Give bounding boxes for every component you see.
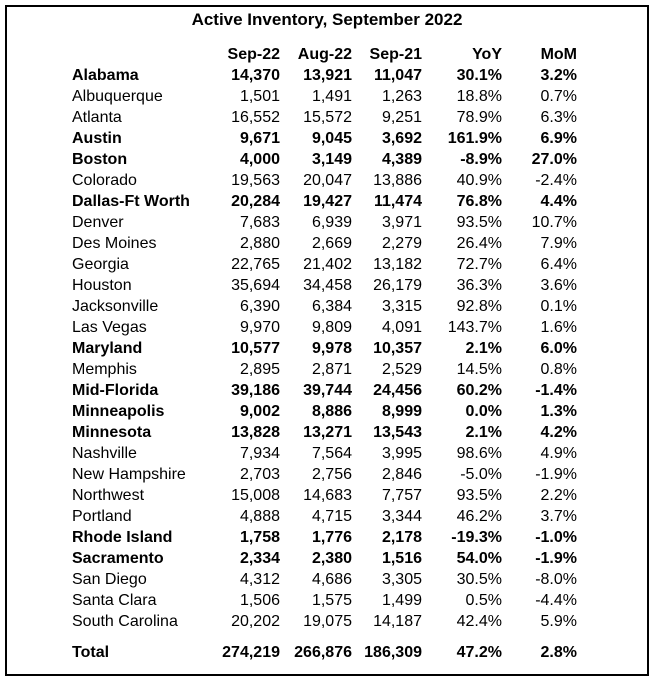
region-name: Atlanta: [72, 109, 122, 126]
value-aug22: 1,491: [311, 88, 352, 105]
value-mom: 5.9%: [540, 613, 577, 630]
value-sep21: 8,999: [381, 403, 422, 420]
table-row: [68, 149, 577, 170]
value-sep22: 4,000: [239, 151, 280, 168]
table-row: [68, 233, 577, 254]
total-label: Total: [72, 644, 110, 661]
header-mom: MoM: [540, 46, 577, 63]
table-row: [68, 443, 577, 464]
total-sep21: 186,309: [364, 644, 422, 661]
value-mom: 6.3%: [540, 109, 577, 126]
value-aug22: 2,871: [311, 361, 352, 378]
region-name: Dallas-Ft Worth: [72, 193, 190, 210]
value-aug22: 1,776: [311, 529, 352, 546]
value-mom: 4.4%: [540, 193, 577, 210]
region-name: Des Moines: [72, 235, 157, 252]
value-aug22: 6,939: [311, 214, 352, 231]
value-yoy: 161.9%: [447, 130, 502, 147]
value-yoy: 72.7%: [456, 256, 502, 273]
value-aug22: 20,047: [303, 172, 352, 189]
table-row: [68, 359, 577, 380]
table-row: [68, 401, 577, 422]
table-row: [68, 338, 577, 359]
header-region: [68, 44, 212, 65]
value-sep22: 6,390: [239, 298, 280, 315]
value-yoy: 54.0%: [456, 550, 502, 567]
value-mom: -2.4%: [535, 172, 577, 189]
table-row: [68, 380, 577, 401]
table-row: [68, 275, 577, 296]
region-name: Portland: [72, 508, 132, 525]
value-yoy: 42.4%: [456, 613, 502, 630]
header-aug22: Aug-22: [297, 46, 352, 63]
value-aug22: 13,271: [303, 424, 352, 441]
value-yoy: 40.9%: [456, 172, 502, 189]
value-sep22: 2,703: [239, 466, 280, 483]
value-sep21: 3,692: [381, 130, 422, 147]
region-name: Minneapolis: [72, 403, 165, 420]
value-yoy: 30.5%: [456, 571, 502, 588]
value-sep22: 2,880: [239, 235, 280, 252]
value-mom: 6.4%: [540, 256, 577, 273]
table-row: [68, 611, 577, 632]
value-aug22: 8,886: [311, 403, 352, 420]
total-mom: 2.8%: [540, 644, 577, 661]
total-row: [68, 632, 577, 663]
value-sep22: 9,671: [239, 130, 280, 147]
region-name: Georgia: [72, 256, 129, 273]
value-sep21: 11,474: [373, 193, 422, 210]
value-yoy: 2.1%: [465, 424, 502, 441]
value-mom: 0.1%: [540, 298, 577, 315]
value-mom: 4.2%: [540, 424, 577, 441]
value-aug22: 19,427: [303, 193, 352, 210]
total-yoy: 47.2%: [456, 644, 502, 661]
value-sep21: 3,344: [381, 508, 422, 525]
value-mom: 6.0%: [540, 340, 577, 357]
table-row: [68, 170, 577, 191]
table-row: [68, 485, 577, 506]
value-mom: 2.2%: [540, 487, 577, 504]
value-mom: -1.4%: [535, 382, 577, 399]
region-name: Santa Clara: [72, 592, 157, 609]
inventory-table: [68, 44, 577, 663]
value-aug22: 13,921: [303, 67, 352, 84]
value-yoy: 46.2%: [456, 508, 502, 525]
value-yoy: 0.0%: [465, 403, 502, 420]
value-sep21: 3,995: [381, 445, 422, 462]
table-row: [68, 422, 577, 443]
value-sep21: 26,179: [373, 277, 422, 294]
value-sep21: 2,178: [381, 529, 422, 546]
value-sep22: 14,370: [231, 67, 280, 84]
value-sep22: 1,758: [239, 529, 280, 546]
value-yoy: 143.7%: [447, 319, 502, 336]
value-sep21: 3,315: [381, 298, 422, 315]
value-mom: 3.2%: [540, 67, 577, 84]
table-row: [68, 191, 577, 212]
value-sep22: 7,683: [239, 214, 280, 231]
table-row: [68, 527, 577, 548]
value-sep21: 7,757: [381, 487, 422, 504]
table-row: [68, 296, 577, 317]
value-yoy: 36.3%: [456, 277, 502, 294]
region-name: Boston: [72, 151, 128, 168]
value-sep21: 1,516: [381, 550, 422, 567]
value-mom: 7.9%: [540, 235, 577, 252]
header-row: [68, 44, 577, 65]
value-aug22: 21,402: [303, 256, 352, 273]
value-sep21: 13,886: [373, 172, 422, 189]
region-name: Nashville: [72, 445, 137, 462]
table-row: [68, 212, 577, 233]
value-sep21: 2,279: [381, 235, 422, 252]
value-mom: -1.9%: [535, 550, 577, 567]
value-sep22: 22,765: [231, 256, 280, 273]
value-sep22: 16,552: [231, 109, 280, 126]
value-sep21: 13,182: [373, 256, 422, 273]
table-row: [68, 548, 577, 569]
value-yoy: 78.9%: [456, 109, 502, 126]
table-row: [68, 86, 577, 107]
total-aug22: 266,876: [294, 644, 352, 661]
value-yoy: 98.6%: [456, 445, 502, 462]
value-aug22: 2,756: [311, 466, 352, 483]
value-sep21: 24,456: [373, 382, 422, 399]
value-sep22: 10,577: [231, 340, 280, 357]
region-name: Jacksonville: [72, 298, 159, 315]
value-yoy: 92.8%: [456, 298, 502, 315]
value-mom: 6.9%: [540, 130, 577, 147]
table-row: [68, 506, 577, 527]
page-title: Active Inventory, September 2022: [191, 10, 463, 29]
value-aug22: 3,149: [311, 151, 352, 168]
value-aug22: 9,978: [311, 340, 352, 357]
value-sep21: 4,389: [381, 151, 422, 168]
value-sep22: 9,970: [239, 319, 280, 336]
value-mom: 10.7%: [531, 214, 577, 231]
value-yoy: 93.5%: [456, 214, 502, 231]
value-sep22: 1,501: [239, 88, 280, 105]
region-name: Alabama: [72, 67, 139, 84]
value-aug22: 1,575: [311, 592, 352, 609]
region-name: Las Vegas: [72, 319, 147, 336]
value-yoy: 93.5%: [456, 487, 502, 504]
table-row: [68, 65, 577, 86]
value-sep21: 14,187: [373, 613, 422, 630]
value-mom: 4.9%: [540, 445, 577, 462]
value-yoy: 30.1%: [456, 67, 502, 84]
value-aug22: 6,384: [311, 298, 352, 315]
value-sep21: 3,971: [381, 214, 422, 231]
table-row: [68, 590, 577, 611]
value-sep21: 3,305: [381, 571, 422, 588]
value-sep21: 11,047: [373, 67, 422, 84]
region-name: Maryland: [72, 340, 143, 357]
value-sep22: 4,888: [239, 508, 280, 525]
value-sep22: 20,284: [231, 193, 280, 210]
value-aug22: 39,744: [303, 382, 352, 399]
value-yoy: 76.8%: [456, 193, 502, 210]
region-name: Mid-Florida: [72, 382, 159, 399]
value-sep22: 1,506: [239, 592, 280, 609]
value-aug22: 2,669: [311, 235, 352, 252]
value-aug22: 7,564: [311, 445, 352, 462]
value-aug22: 15,572: [303, 109, 352, 126]
value-sep21: 2,846: [381, 466, 422, 483]
value-aug22: 9,809: [311, 319, 352, 336]
value-sep21: 1,499: [381, 592, 422, 609]
value-sep22: 39,186: [231, 382, 280, 399]
value-sep22: 15,008: [231, 487, 280, 504]
value-mom: 0.8%: [540, 361, 577, 378]
value-mom: 0.7%: [540, 88, 577, 105]
region-name: Denver: [72, 214, 124, 231]
value-sep21: 9,251: [381, 109, 422, 126]
value-yoy: 0.5%: [465, 592, 502, 609]
value-aug22: 9,045: [311, 130, 352, 147]
value-sep22: 2,895: [239, 361, 280, 378]
region-name: Northwest: [72, 487, 145, 504]
value-mom: 3.6%: [540, 277, 577, 294]
region-name: Minnesota: [72, 424, 152, 441]
value-sep22: 20,202: [231, 613, 280, 630]
value-sep22: 2,334: [239, 550, 280, 567]
value-yoy: -5.0%: [460, 466, 502, 483]
value-sep21: 10,357: [373, 340, 422, 357]
table-row: [68, 128, 577, 149]
value-mom: 27.0%: [531, 151, 577, 168]
table-row: [68, 317, 577, 338]
header-sep22: Sep-22: [227, 46, 280, 63]
value-aug22: 4,686: [311, 571, 352, 588]
value-aug22: 34,458: [303, 277, 352, 294]
value-mom: -1.9%: [535, 466, 577, 483]
table-row: [68, 569, 577, 590]
region-name: Sacramento: [72, 550, 164, 567]
value-yoy: 26.4%: [456, 235, 502, 252]
region-name: Memphis: [72, 361, 137, 378]
value-mom: 3.7%: [540, 508, 577, 525]
region-name: Rhode Island: [72, 529, 173, 546]
table-row: [68, 107, 577, 128]
value-yoy: -8.9%: [460, 151, 502, 168]
region-name: Colorado: [72, 172, 137, 189]
region-name: South Carolina: [72, 613, 178, 630]
value-yoy: 14.5%: [456, 361, 502, 378]
value-aug22: 14,683: [303, 487, 352, 504]
value-aug22: 4,715: [311, 508, 352, 525]
value-yoy: -19.3%: [451, 529, 502, 546]
table-row: [68, 254, 577, 275]
value-sep22: 13,828: [231, 424, 280, 441]
value-sep21: 2,529: [381, 361, 422, 378]
value-mom: 1.3%: [540, 403, 577, 420]
value-yoy: 2.1%: [465, 340, 502, 357]
value-sep22: 35,694: [231, 277, 280, 294]
region-name: Houston: [72, 277, 132, 294]
value-sep22: 4,312: [239, 571, 280, 588]
value-sep22: 9,002: [239, 403, 280, 420]
region-name: Albuquerque: [72, 88, 163, 105]
value-sep22: 7,934: [239, 445, 280, 462]
value-mom: -4.4%: [535, 592, 577, 609]
total-sep22: 274,219: [222, 644, 280, 661]
value-mom: -8.0%: [535, 571, 577, 588]
value-sep21: 13,543: [373, 424, 422, 441]
region-name: New Hampshire: [72, 466, 186, 483]
value-yoy: 60.2%: [456, 382, 502, 399]
region-name: Austin: [72, 130, 122, 147]
region-name: San Diego: [72, 571, 147, 588]
value-aug22: 2,380: [311, 550, 352, 567]
value-mom: -1.0%: [535, 529, 577, 546]
value-sep22: 19,563: [231, 172, 280, 189]
value-sep21: 1,263: [381, 88, 422, 105]
value-aug22: 19,075: [303, 613, 352, 630]
table-row: [68, 464, 577, 485]
value-mom: 1.6%: [540, 319, 577, 336]
value-sep21: 4,091: [381, 319, 422, 336]
value-yoy: 18.8%: [456, 88, 502, 105]
header-yoy: YoY: [472, 46, 502, 63]
header-sep21: Sep-21: [369, 46, 422, 63]
